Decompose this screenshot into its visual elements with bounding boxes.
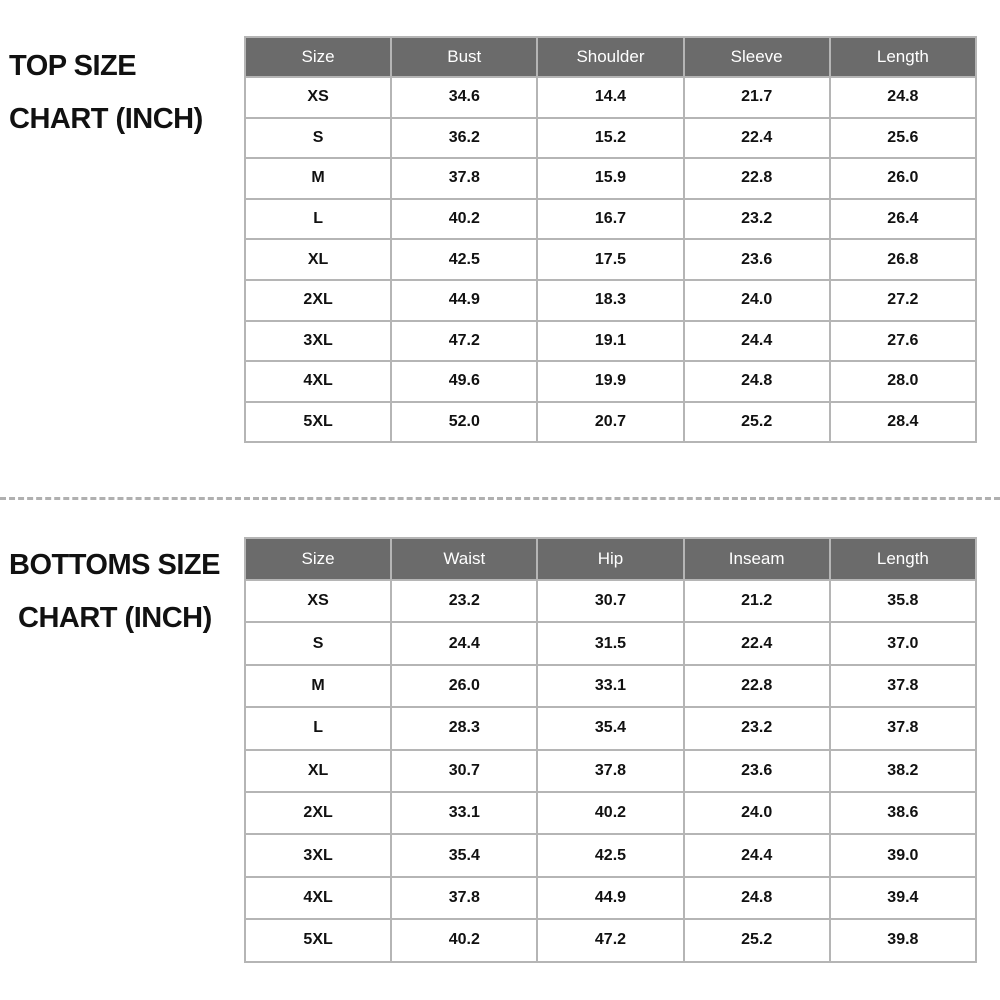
top-title-line2: CHART (INCH): [9, 103, 203, 135]
bottoms-size-chart-title: [9, 539, 220, 645]
measurement-cell: 24.0: [684, 792, 830, 834]
size-cell: 2XL: [245, 792, 391, 834]
measurement-cell: 26.8: [830, 239, 976, 280]
measurement-cell: 39.4: [830, 877, 976, 919]
measurement-cell: 35.4: [391, 834, 537, 876]
measurement-cell: 25.2: [684, 402, 830, 443]
measurement-cell: 22.8: [684, 665, 830, 707]
measurement-cell: 36.2: [391, 118, 537, 159]
table-header-row: [245, 37, 976, 77]
size-cell: 4XL: [245, 361, 391, 402]
measurement-cell: 23.2: [684, 199, 830, 240]
table-row: [245, 919, 976, 961]
size-cell: XL: [245, 750, 391, 792]
table-row: [245, 239, 976, 280]
measurement-cell: 26.4: [830, 199, 976, 240]
measurement-cell: 42.5: [537, 834, 683, 876]
size-cell: 4XL: [245, 877, 391, 919]
table-row: [245, 877, 976, 919]
measurement-cell: 40.2: [391, 199, 537, 240]
measurement-cell: 23.2: [684, 707, 830, 749]
measurement-cell: 37.8: [537, 750, 683, 792]
measurement-cell: 40.2: [391, 919, 537, 961]
measurement-cell: 38.2: [830, 750, 976, 792]
measurement-cell: 23.2: [391, 580, 537, 622]
measurement-cell: 21.2: [684, 580, 830, 622]
measurement-cell: 19.1: [537, 321, 683, 362]
size-cell: 5XL: [245, 919, 391, 961]
header-cell: Length: [830, 538, 976, 580]
top-title-line1: TOP SIZE: [9, 50, 137, 82]
measurement-cell: 37.8: [830, 707, 976, 749]
table-row: [245, 622, 976, 664]
header-cell: Waist: [391, 538, 537, 580]
measurement-cell: 20.7: [537, 402, 683, 443]
header-cell: Size: [245, 37, 391, 77]
size-cell: 3XL: [245, 321, 391, 362]
measurement-cell: 23.6: [684, 239, 830, 280]
measurement-cell: 34.6: [391, 77, 537, 118]
measurement-cell: 39.0: [830, 834, 976, 876]
table-row: [245, 77, 976, 118]
measurement-cell: 28.3: [391, 707, 537, 749]
measurement-cell: 27.6: [830, 321, 976, 362]
measurement-cell: 18.3: [537, 280, 683, 321]
measurement-cell: 22.8: [684, 158, 830, 199]
measurement-cell: 24.8: [684, 877, 830, 919]
measurement-cell: 22.4: [684, 622, 830, 664]
table-row: [245, 402, 976, 443]
header-cell: Sleeve: [684, 37, 830, 77]
measurement-cell: 35.4: [537, 707, 683, 749]
measurement-cell: 24.8: [684, 361, 830, 402]
measurement-cell: 52.0: [391, 402, 537, 443]
table-row: [245, 321, 976, 362]
size-cell: M: [245, 665, 391, 707]
header-cell: Length: [830, 37, 976, 77]
measurement-cell: 28.0: [830, 361, 976, 402]
header-cell: Inseam: [684, 538, 830, 580]
header-cell: Hip: [537, 538, 683, 580]
size-cell: XL: [245, 239, 391, 280]
measurement-cell: 44.9: [537, 877, 683, 919]
bottoms-size-table: [244, 537, 977, 963]
measurement-cell: 24.4: [391, 622, 537, 664]
size-cell: S: [245, 622, 391, 664]
table-row: [245, 158, 976, 199]
size-cell: XS: [245, 77, 391, 118]
measurement-cell: 37.0: [830, 622, 976, 664]
size-cell: L: [245, 199, 391, 240]
measurement-cell: 15.9: [537, 158, 683, 199]
table-row: [245, 580, 976, 622]
measurement-cell: 49.6: [391, 361, 537, 402]
bottoms-title-line2: CHART (INCH): [18, 602, 212, 634]
size-cell: 5XL: [245, 402, 391, 443]
measurement-cell: 30.7: [391, 750, 537, 792]
measurement-cell: 37.8: [830, 665, 976, 707]
measurement-cell: 38.6: [830, 792, 976, 834]
measurement-cell: 35.8: [830, 580, 976, 622]
table-row: [245, 750, 976, 792]
measurement-cell: 14.4: [537, 77, 683, 118]
measurement-cell: 33.1: [537, 665, 683, 707]
measurement-cell: 19.9: [537, 361, 683, 402]
size-cell: XS: [245, 580, 391, 622]
top-size-table: [244, 36, 977, 443]
measurement-cell: 40.2: [537, 792, 683, 834]
table-header-row: [245, 538, 976, 580]
measurement-cell: 44.9: [391, 280, 537, 321]
size-cell: S: [245, 118, 391, 159]
measurement-cell: 42.5: [391, 239, 537, 280]
table-row: [245, 361, 976, 402]
size-cell: 3XL: [245, 834, 391, 876]
measurement-cell: 26.0: [830, 158, 976, 199]
size-cell: M: [245, 158, 391, 199]
measurement-cell: 37.8: [391, 877, 537, 919]
measurement-cell: 24.4: [684, 834, 830, 876]
table-row: [245, 834, 976, 876]
measurement-cell: 27.2: [830, 280, 976, 321]
measurement-cell: 25.6: [830, 118, 976, 159]
measurement-cell: 16.7: [537, 199, 683, 240]
measurement-cell: 28.4: [830, 402, 976, 443]
measurement-cell: 47.2: [391, 321, 537, 362]
measurement-cell: 31.5: [537, 622, 683, 664]
top-size-chart-title: [9, 40, 203, 146]
measurement-cell: 26.0: [391, 665, 537, 707]
measurement-cell: 24.8: [830, 77, 976, 118]
header-cell: Shoulder: [537, 37, 683, 77]
measurement-cell: 25.2: [684, 919, 830, 961]
header-cell: Size: [245, 538, 391, 580]
table-row: [245, 199, 976, 240]
measurement-cell: 22.4: [684, 118, 830, 159]
table-row: [245, 280, 976, 321]
measurement-cell: 30.7: [537, 580, 683, 622]
measurement-cell: 17.5: [537, 239, 683, 280]
table-row: [245, 665, 976, 707]
measurement-cell: 24.4: [684, 321, 830, 362]
table-row: [245, 118, 976, 159]
measurement-cell: 39.8: [830, 919, 976, 961]
size-cell: L: [245, 707, 391, 749]
measurement-cell: 33.1: [391, 792, 537, 834]
header-cell: Bust: [391, 37, 537, 77]
measurement-cell: 24.0: [684, 280, 830, 321]
measurement-cell: 47.2: [537, 919, 683, 961]
table-row: [245, 707, 976, 749]
section-divider: [0, 497, 1000, 500]
measurement-cell: 21.7: [684, 77, 830, 118]
table-row: [245, 792, 976, 834]
size-cell: 2XL: [245, 280, 391, 321]
measurement-cell: 37.8: [391, 158, 537, 199]
measurement-cell: 23.6: [684, 750, 830, 792]
bottoms-title-line1: BOTTOMS SIZE: [9, 549, 220, 581]
measurement-cell: 15.2: [537, 118, 683, 159]
